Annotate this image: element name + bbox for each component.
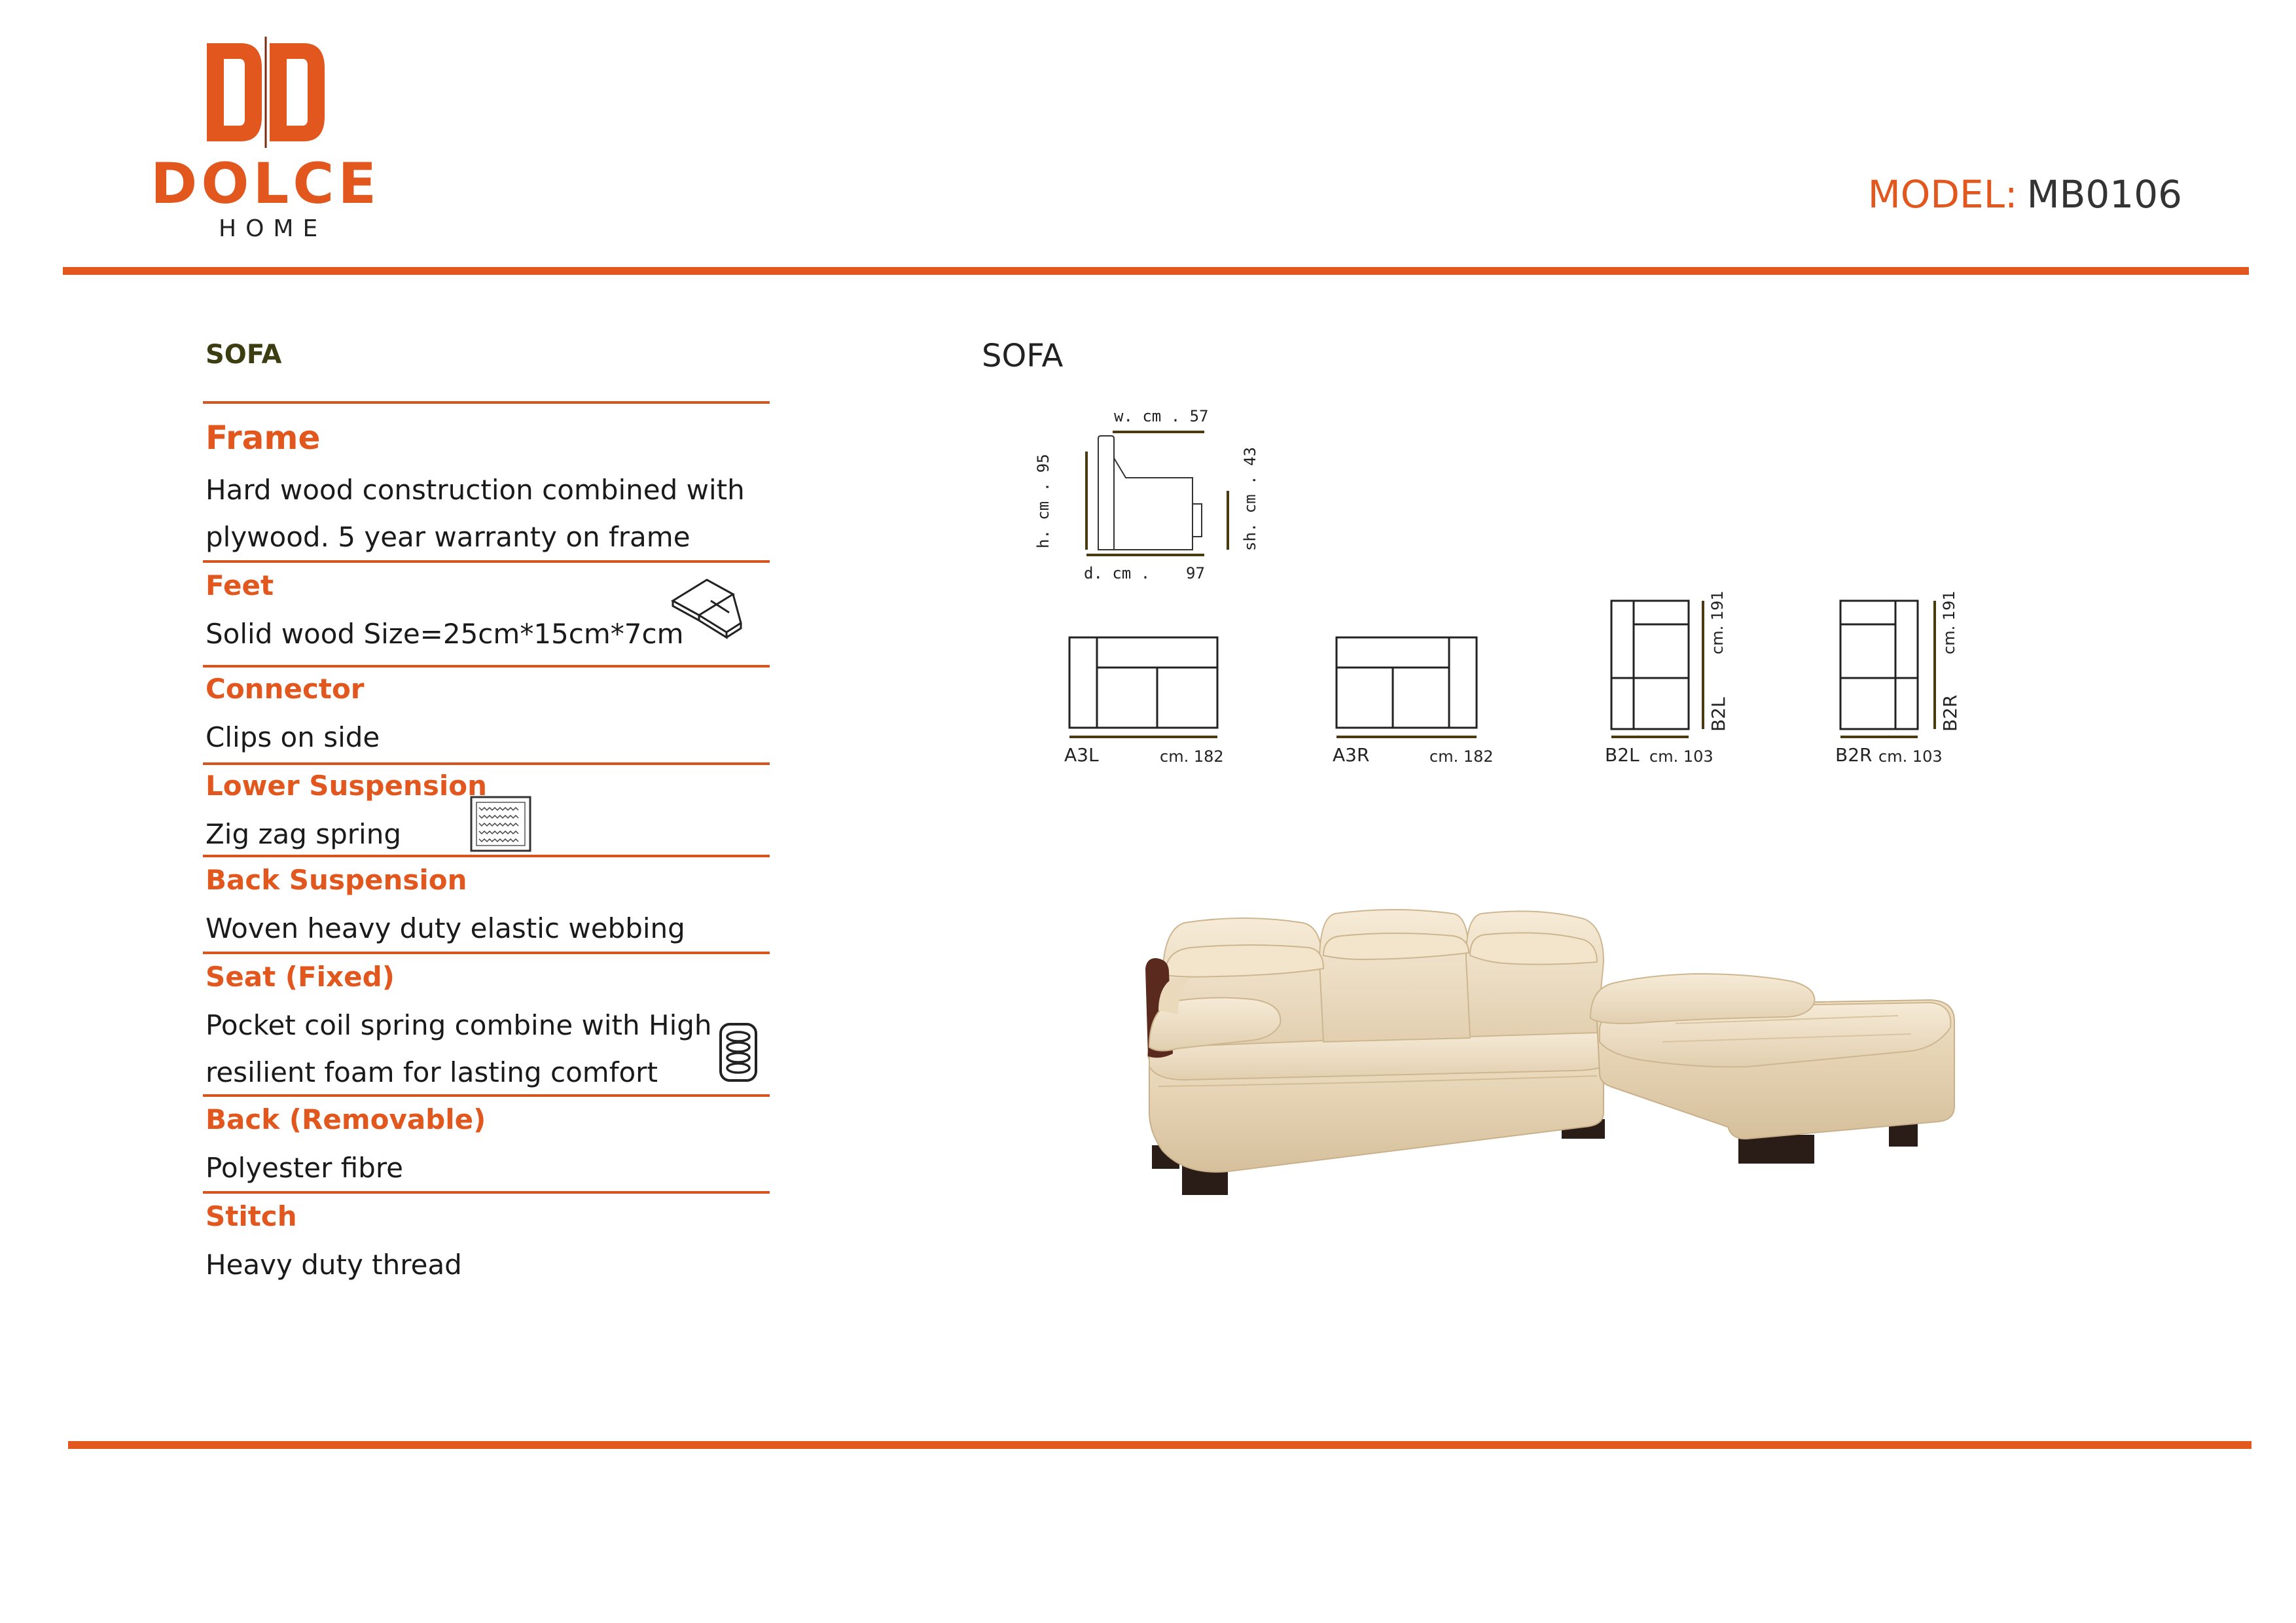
- module-b2r-code: B2R: [1835, 744, 1873, 766]
- spec-text-stitch: Heavy duty thread: [206, 1249, 462, 1281]
- spec-heading-back-suspension: Back Suspension: [206, 864, 467, 896]
- module-a3l-diagram: [1066, 635, 1223, 740]
- module-a3r-code: A3R: [1333, 744, 1370, 766]
- spec-text-seat-2: resilient foam for lasting comfort: [206, 1056, 658, 1088]
- spec-divider: [203, 560, 770, 563]
- module-b2r-dim: cm. 103: [1878, 747, 1943, 766]
- spec-text-connector: Clips on side: [206, 721, 380, 753]
- spec-divider: [203, 952, 770, 954]
- module-b2l-dim: cm. 103: [1649, 747, 1713, 766]
- module-a3l-dim: cm. 182: [1160, 747, 1224, 766]
- spec-divider: [203, 1191, 770, 1194]
- side-view-depth-label: d. cm .: [1084, 564, 1151, 582]
- spec-text-lower-suspension: Zig zag spring: [206, 818, 402, 850]
- side-view-width: w. cm . 57: [1114, 407, 1209, 425]
- header-divider: [63, 267, 2249, 275]
- spec-heading-connector: Connector: [206, 673, 365, 705]
- spec-divider: [203, 1094, 770, 1097]
- footer-divider: [68, 1441, 2251, 1449]
- spec-text-back: Polyester fibre: [206, 1152, 403, 1184]
- wooden-foot-icon: [668, 575, 747, 654]
- spec-text-frame-2: plywood. 5 year warranty on frame: [206, 521, 691, 553]
- module-b2r-code-side: B2R: [1939, 694, 1961, 732]
- spec-divider: [203, 665, 770, 668]
- model-label: MODEL:: [1867, 172, 2018, 217]
- module-a3l-code: A3L: [1064, 744, 1099, 766]
- brand-sub: HOME: [219, 215, 327, 242]
- spec-divider: [203, 401, 770, 404]
- spec-divider: [203, 762, 770, 765]
- spec-heading-seat: Seat (Fixed): [206, 961, 395, 993]
- sectional-sofa-image: [1086, 890, 1964, 1257]
- module-a3r-diagram: [1333, 635, 1483, 740]
- spec-divider: [203, 855, 770, 857]
- module-b2l-code-side: B2L: [1708, 697, 1729, 732]
- module-b2l-diagram: [1607, 597, 1712, 741]
- zigzag-spring-icon: [470, 796, 531, 852]
- spec-text-feet: Solid wood Size=25cm*15cm*7cm: [206, 618, 684, 650]
- diagram-title: SOFA: [982, 338, 1064, 374]
- module-b2r-side: cm. 191: [1940, 590, 1958, 654]
- spec-text-back-suspension: Woven heavy duty elastic webbing: [206, 912, 685, 944]
- module-b2l-code: B2L: [1605, 744, 1640, 766]
- side-view-height: h. cm . 95: [1034, 454, 1052, 548]
- spec-heading-lower-suspension: Lower Suspension: [206, 770, 487, 802]
- model-number: [1867, 172, 2182, 217]
- side-view-seat-height: sh. cm . 43: [1241, 447, 1259, 551]
- spec-text-frame-1: Hard wood construction combined with: [206, 474, 745, 506]
- spec-heading-stitch: Stitch: [206, 1200, 297, 1232]
- dolce-logo-mark: [207, 37, 325, 148]
- spec-heading-frame: Frame: [206, 419, 321, 457]
- module-b2l-side: cm. 191: [1708, 590, 1727, 654]
- spec-text-seat-1: Pocket coil spring combine with High: [206, 1009, 712, 1041]
- spec-heading-feet: Feet: [206, 569, 274, 601]
- spec-heading-back: Back (Removable): [206, 1103, 486, 1135]
- module-a3r-dim: cm. 182: [1429, 747, 1494, 766]
- side-view-depth-value: 97: [1186, 564, 1205, 582]
- model-value: MB0106: [2026, 172, 2182, 217]
- brand-name: DOLCE: [151, 151, 381, 217]
- module-b2r-diagram: [1837, 597, 1948, 741]
- side-view-diagram: [1073, 419, 1270, 563]
- pocket-coil-icon: [719, 1022, 758, 1082]
- spec-title: SOFA: [206, 340, 282, 370]
